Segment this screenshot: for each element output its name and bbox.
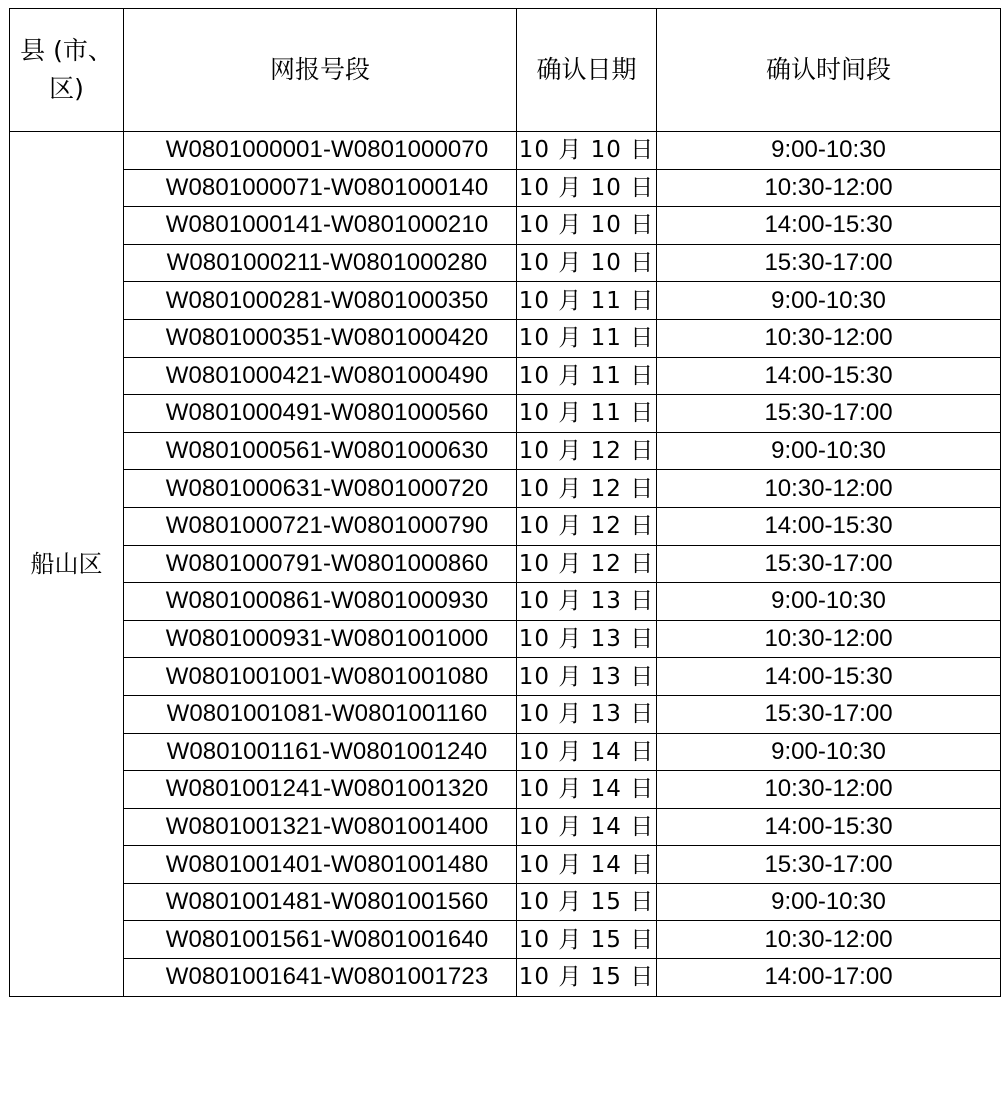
table-row <box>10 921 1001 959</box>
date-cell: 10 月 15 日 <box>517 959 657 997</box>
date-cell: 10 月 12 日 <box>517 507 657 545</box>
time-cell: 9:00-10:30 <box>657 883 1001 921</box>
table-row <box>10 132 1001 170</box>
table-body <box>10 132 1001 997</box>
range-cell: W0801000001-W0801000070 <box>124 132 517 170</box>
range-cell: W0801000561-W0801000630 <box>124 432 517 470</box>
table-row <box>10 771 1001 809</box>
range-cell: W0801001481-W0801001560 <box>124 883 517 921</box>
range-cell: W0801001641-W0801001723 <box>124 959 517 997</box>
date-cell: 10 月 14 日 <box>517 771 657 809</box>
date-cell: 10 月 13 日 <box>517 695 657 733</box>
date-cell: 10 月 10 日 <box>517 132 657 170</box>
table-row <box>10 244 1001 282</box>
time-cell: 14:00-17:00 <box>657 959 1001 997</box>
time-cell: 10:30-12:00 <box>657 169 1001 207</box>
header-county-line1: 县 (市、 <box>20 36 113 65</box>
date-cell: 10 月 14 日 <box>517 846 657 884</box>
time-cell: 10:30-12:00 <box>657 620 1001 658</box>
date-cell: 10 月 14 日 <box>517 808 657 846</box>
range-cell: W0801001161-W0801001240 <box>124 733 517 771</box>
range-cell: W0801000211-W0801000280 <box>124 244 517 282</box>
range-cell: W0801001321-W0801001400 <box>124 808 517 846</box>
time-cell: 14:00-15:30 <box>657 658 1001 696</box>
time-cell: 9:00-10:30 <box>657 432 1001 470</box>
table-row <box>10 319 1001 357</box>
table-row <box>10 658 1001 696</box>
time-cell: 15:30-17:00 <box>657 395 1001 433</box>
date-cell: 10 月 11 日 <box>517 319 657 357</box>
table-row <box>10 883 1001 921</box>
range-cell: W0801000791-W0801000860 <box>124 545 517 583</box>
header-range: 网报号段 <box>124 9 517 132</box>
table-row <box>10 282 1001 320</box>
table-row <box>10 507 1001 545</box>
table-row <box>10 846 1001 884</box>
range-cell: W0801001401-W0801001480 <box>124 846 517 884</box>
time-cell: 10:30-12:00 <box>657 470 1001 508</box>
date-cell: 10 月 13 日 <box>517 583 657 621</box>
range-cell: W0801000071-W0801000140 <box>124 169 517 207</box>
date-cell: 10 月 11 日 <box>517 395 657 433</box>
range-cell: W0801000281-W0801000350 <box>124 282 517 320</box>
time-cell: 14:00-15:30 <box>657 207 1001 245</box>
table-row <box>10 357 1001 395</box>
range-cell: W0801001081-W0801001160 <box>124 695 517 733</box>
date-cell: 10 月 15 日 <box>517 921 657 959</box>
time-cell: 10:30-12:00 <box>657 771 1001 809</box>
date-cell: 10 月 14 日 <box>517 733 657 771</box>
date-cell: 10 月 12 日 <box>517 432 657 470</box>
time-cell: 15:30-17:00 <box>657 695 1001 733</box>
county-cell: 船山区 <box>10 132 124 997</box>
date-cell: 10 月 10 日 <box>517 207 657 245</box>
table-row <box>10 695 1001 733</box>
time-cell: 9:00-10:30 <box>657 583 1001 621</box>
table-row <box>10 169 1001 207</box>
date-cell: 10 月 12 日 <box>517 545 657 583</box>
time-cell: 9:00-10:30 <box>657 282 1001 320</box>
confirmation-schedule-table <box>9 8 1001 997</box>
range-cell: W0801000631-W0801000720 <box>124 470 517 508</box>
date-cell: 10 月 12 日 <box>517 470 657 508</box>
date-cell: 10 月 10 日 <box>517 169 657 207</box>
table-row <box>10 808 1001 846</box>
range-cell: W0801000351-W0801000420 <box>124 319 517 357</box>
table-row <box>10 959 1001 997</box>
time-cell: 10:30-12:00 <box>657 319 1001 357</box>
header-date: 确认日期 <box>517 9 657 132</box>
table-row <box>10 207 1001 245</box>
time-cell: 15:30-17:00 <box>657 244 1001 282</box>
date-cell: 10 月 11 日 <box>517 282 657 320</box>
header-county <box>10 9 124 132</box>
range-cell: W0801001241-W0801001320 <box>124 771 517 809</box>
time-cell: 15:30-17:00 <box>657 545 1001 583</box>
date-cell: 10 月 10 日 <box>517 244 657 282</box>
range-cell: W0801000141-W0801000210 <box>124 207 517 245</box>
range-cell: W0801000491-W0801000560 <box>124 395 517 433</box>
time-cell: 14:00-15:30 <box>657 357 1001 395</box>
time-cell: 10:30-12:00 <box>657 921 1001 959</box>
header-time: 确认时间段 <box>657 9 1001 132</box>
date-cell: 10 月 11 日 <box>517 357 657 395</box>
time-cell: 14:00-15:30 <box>657 808 1001 846</box>
time-cell: 9:00-10:30 <box>657 733 1001 771</box>
time-cell: 14:00-15:30 <box>657 507 1001 545</box>
range-cell: W0801000861-W0801000930 <box>124 583 517 621</box>
table-row <box>10 395 1001 433</box>
header-row <box>10 9 1001 132</box>
table-header <box>10 9 1001 132</box>
range-cell: W0801000721-W0801000790 <box>124 507 517 545</box>
date-cell: 10 月 13 日 <box>517 658 657 696</box>
table-row <box>10 470 1001 508</box>
time-cell: 15:30-17:00 <box>657 846 1001 884</box>
time-cell: 9:00-10:30 <box>657 132 1001 170</box>
header-county-line2: 区) <box>49 74 84 103</box>
range-cell: W0801000931-W0801001000 <box>124 620 517 658</box>
range-cell: W0801001561-W0801001640 <box>124 921 517 959</box>
range-cell: W0801001001-W0801001080 <box>124 658 517 696</box>
table-row <box>10 545 1001 583</box>
table-row <box>10 432 1001 470</box>
table-row <box>10 620 1001 658</box>
table-row <box>10 733 1001 771</box>
range-cell: W0801000421-W0801000490 <box>124 357 517 395</box>
table-row <box>10 583 1001 621</box>
date-cell: 10 月 13 日 <box>517 620 657 658</box>
date-cell: 10 月 15 日 <box>517 883 657 921</box>
